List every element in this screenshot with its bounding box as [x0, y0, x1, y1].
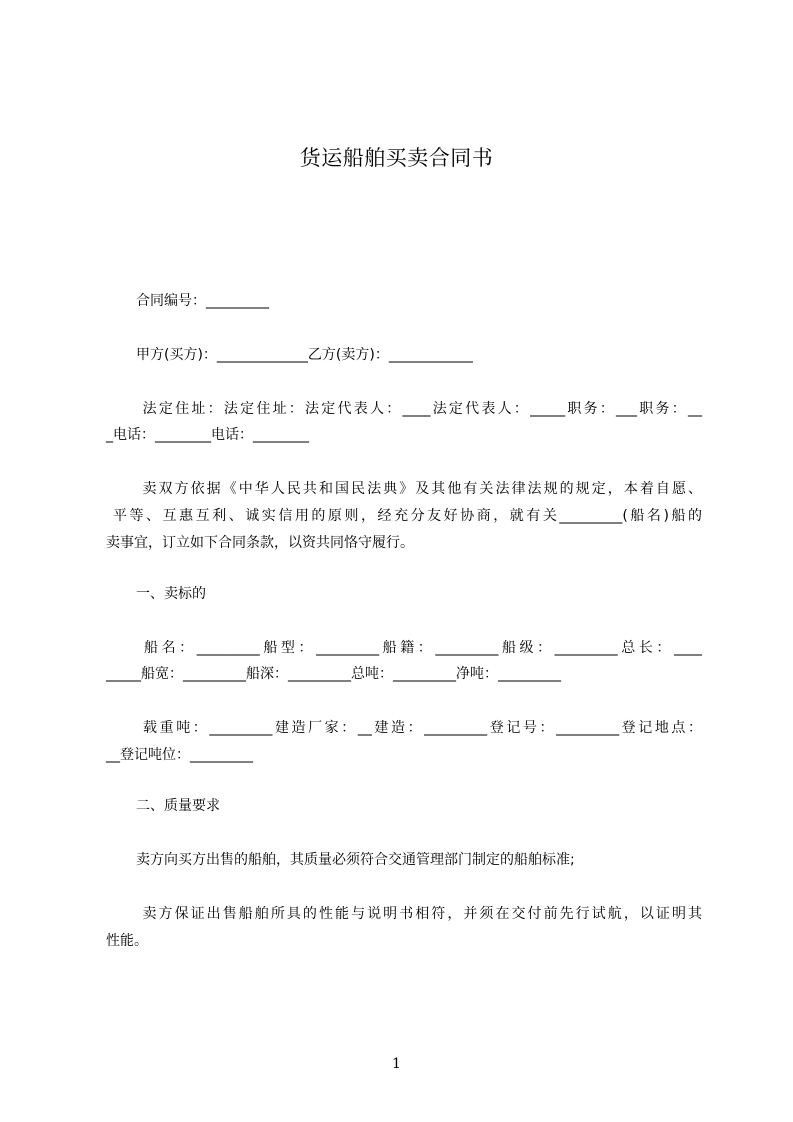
section-2-heading: 二、质量要求: [136, 798, 220, 814]
intro-line-1: 卖双方依据《中华人民共和国民法典》及其他有关法律法规的规定，本着自愿、: [136, 481, 702, 497]
quality-line-2: 卖方保证出售船舶所具的性能与说明书相符，并须在交付前先行试航，以证明其: [136, 906, 702, 922]
intro-line-3: 卖事宜，订立如下合同条款，以资共同恪守履行。: [106, 535, 414, 551]
section-1-heading: 一、卖标的: [136, 586, 206, 602]
ship-line-4: __登记吨位：_________: [106, 747, 253, 763]
intro-line-2: 平等、互惠互利、诚实信用的原则，经充分友好协商，就有关_________(船名)船的: [106, 508, 702, 524]
ship-line-1: 船名：_________船型：_________船籍：_________船级：_________总长：____: [136, 640, 702, 656]
document-title: 货运船舶买卖合同书: [299, 146, 494, 170]
quality-line-3: 性能。: [106, 933, 148, 949]
parties-line: 甲方(买方)：_____________乙方(卖方)：____________: [136, 347, 473, 363]
quality-line-1: 卖方向买方出售的船舶，其质量必须符合交通管理部门制定的船舶标准;: [136, 852, 575, 868]
page-number: 1: [392, 1056, 401, 1072]
address-line-1: 法定住址：法定住址：法定代表人：____法定代表人：_____职务：___职务：__: [136, 401, 702, 417]
ship-line-3: 载重吨：_________建造厂家：__建造：_________登记号：_________登记地点：: [136, 720, 702, 736]
address-line-2: _电话：________电话：________: [106, 427, 309, 443]
contract-number-line: 合同编号：_________: [136, 293, 269, 309]
ship-line-2: _____船宽：_________船深：_________总吨：_________净吨：_________: [106, 666, 561, 682]
